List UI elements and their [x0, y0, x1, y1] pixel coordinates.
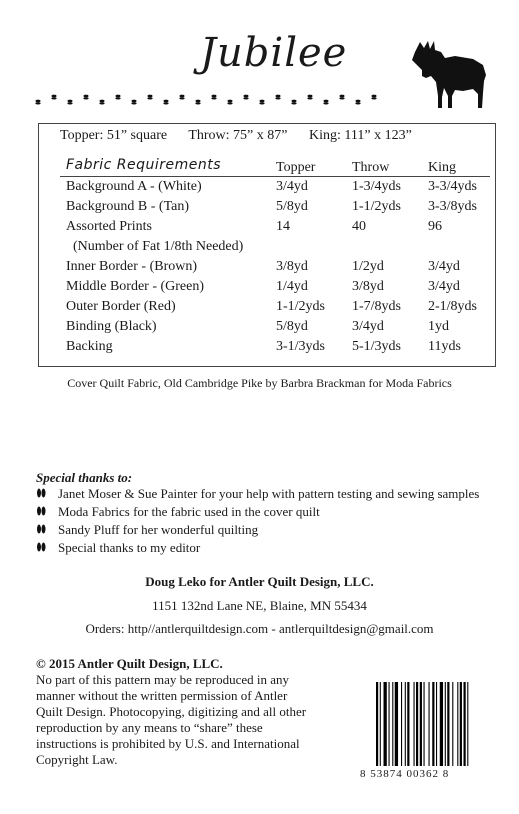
barcode-bar: [464, 682, 466, 766]
barcode-bar: [401, 682, 402, 766]
thanks-text: Janet Moser & Sue Painter for your help with pattern testing and sewing samples: [58, 486, 480, 501]
fabric-requirements-heading: Fabric Requirements: [66, 157, 222, 173]
row-label: Assorted Prints: [66, 219, 152, 234]
table-row: [0, 199, 519, 219]
barcode-bar: [436, 682, 437, 766]
barcode-bar: [376, 682, 378, 766]
row-label: Middle Border - (Green): [66, 279, 205, 294]
hoof-print-icon: [36, 505, 58, 521]
list-item: [36, 504, 320, 522]
king-amount: 3-3/4yds: [428, 179, 477, 194]
barcode-bar: [424, 682, 425, 766]
table-row: [0, 239, 519, 259]
throw-amount: 1-1/2yds: [352, 199, 401, 214]
thanks-text: Special thanks to my editor: [58, 540, 201, 555]
row-label: Outer Border (Red): [66, 299, 176, 314]
column-header-throw: Throw: [352, 160, 390, 175]
king-amount: 3/4yd: [428, 259, 460, 274]
barcode-bar: [460, 682, 462, 766]
throw-amount: 1/2yd: [352, 259, 384, 274]
heading-underline: [60, 176, 490, 177]
size-topper: Topper: 51” square: [60, 128, 168, 143]
topper-amount: 1/4yd: [276, 279, 308, 294]
list-item: [36, 540, 200, 558]
topper-amount: 14: [276, 219, 290, 234]
topper-amount: 1-1/2yds: [276, 299, 325, 314]
barcode-bar: [440, 682, 443, 766]
barcode-bar: [452, 682, 453, 766]
throw-amount: 1-7/8yds: [352, 299, 401, 314]
list-item: [36, 522, 258, 540]
throw-amount: 40: [352, 219, 366, 234]
copyright-notice: No part of this pattern may be reproduced in any manner without the written permission of Antler Quilt Design. Photocopying, digitizing and all other reproduction by any means to “share” these instructions is prohibited by U.S. and International Copyright Law.: [36, 672, 307, 767]
topper-amount: 3/4yd: [276, 179, 308, 194]
throw-amount: 3/4yd: [352, 319, 384, 334]
barcode-bar: [389, 682, 390, 766]
column-header-king: King: [428, 160, 456, 175]
throw-amount: 1-3/4yds: [352, 179, 401, 194]
barcode-bar: [392, 682, 393, 766]
table-row: [0, 339, 519, 359]
king-amount: 2-1/8yds: [428, 299, 477, 314]
topper-amount: 5/8yd: [276, 319, 308, 334]
row-label: Background A - (White): [66, 179, 202, 194]
orders-line: Orders: http//antlerquiltdesign.com - antlerquiltdesign@gmail.com: [85, 621, 434, 636]
size-king: King: 111” x 123”: [309, 128, 412, 143]
barcode-bar: [405, 682, 406, 766]
king-amount: 11yds: [428, 339, 461, 354]
topper-amount: 3-1/3yds: [276, 339, 325, 354]
moose-silhouette-icon: [412, 36, 498, 108]
thanks-text: Sandy Pluff for her wonderful quilting: [58, 522, 259, 537]
thanks-text: Moda Fabrics for the fabric used in the cover quilt: [58, 504, 320, 519]
king-amount: 96: [428, 219, 442, 234]
topper-amount: 5/8yd: [276, 199, 308, 214]
barcode-bar: [429, 682, 430, 766]
row-label: (Number of Fat 1/8th Needed): [66, 239, 244, 254]
barcode-bar: [467, 682, 468, 766]
company-address: 1151 132nd Lane NE, Blaine, MN 55434: [152, 598, 367, 613]
table-row: [0, 299, 519, 319]
row-label: Background B - (Tan): [66, 199, 190, 214]
copyright-line: © 2015 Antler Quilt Design, LLC.: [36, 656, 223, 671]
hoof-print-icon: [36, 541, 58, 557]
table-row: [0, 319, 519, 339]
size-throw: Throw: 75” x 87”: [188, 128, 288, 143]
table-row: [0, 259, 519, 279]
barcode-bar: [445, 682, 446, 766]
list-item: [36, 486, 479, 504]
barcode-bar: [420, 682, 422, 766]
hoof-print-icon: [36, 487, 58, 503]
king-amount: 1yd: [428, 319, 449, 334]
barcode-bar: [416, 682, 418, 766]
table-row: [0, 179, 519, 199]
thanks-title: Special thanks to:: [36, 470, 133, 485]
column-header-topper: Topper: [276, 160, 316, 175]
row-label: Inner Border - (Brown): [66, 259, 198, 274]
barcode-bar: [447, 682, 449, 766]
throw-amount: 5-1/3yds: [352, 339, 401, 354]
barcode-bar: [395, 682, 398, 766]
barcode-bar: [457, 682, 458, 766]
quilt-sizes: [60, 128, 430, 144]
barcode: [374, 682, 498, 772]
barcode-bar: [384, 682, 387, 766]
table-row: [0, 219, 519, 239]
barcode-bar: [414, 682, 415, 766]
table-row: [0, 279, 519, 299]
pattern-title: Jubilee: [200, 30, 348, 76]
row-label: Backing: [66, 339, 113, 354]
company-name: Doug Leko for Antler Quilt Design, LLC.: [145, 574, 374, 589]
throw-amount: 3/8yd: [352, 279, 384, 294]
barcode-number: 8 53874 00362 8: [360, 768, 450, 780]
barcode-bar: [407, 682, 409, 766]
barcode-bar: [380, 682, 381, 766]
king-amount: 3/4yd: [428, 279, 460, 294]
hoof-track-icon: [34, 92, 380, 106]
topper-amount: 3/8yd: [276, 259, 308, 274]
barcode-bar: [432, 682, 434, 766]
hoof-print-icon: [36, 523, 58, 539]
row-label: Binding (Black): [66, 319, 157, 334]
cover-credit: Cover Quilt Fabric, Old Cambridge Pike by Barbra Brackman for Moda Fabrics: [67, 376, 452, 390]
king-amount: 3-3/8yds: [428, 199, 477, 214]
